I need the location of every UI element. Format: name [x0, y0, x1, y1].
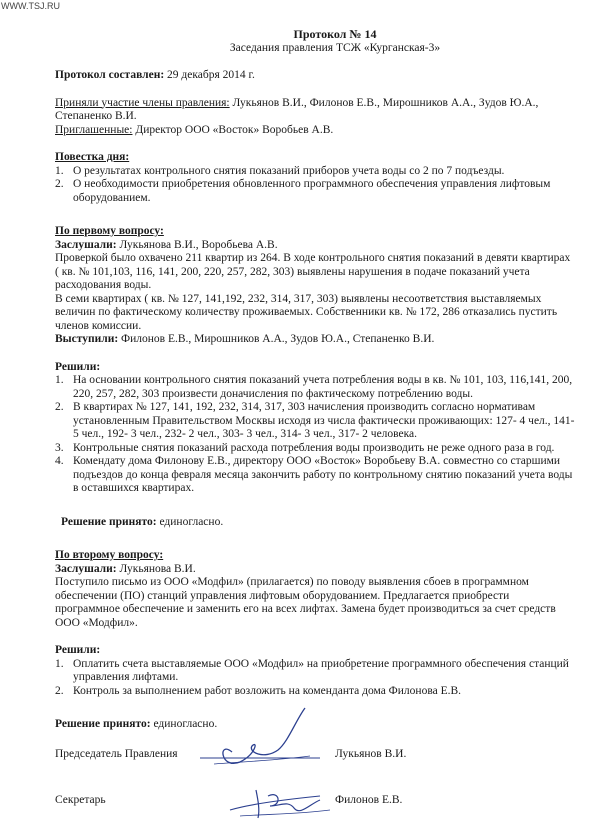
- q1-spoke-label: Выступили:: [55, 333, 119, 345]
- agenda-heading: Повестка дня:: [55, 151, 130, 163]
- document-title: Протокол № 14: [293, 27, 377, 41]
- chair-role: Председатель Правления: [55, 748, 178, 760]
- decision-item: 1. Оплатить счета выставляемые ООО «Модфил» на приобретение программного обеспечения станций управления лифтами.: [55, 657, 569, 683]
- secretary-name: Филонов Е.В.: [335, 794, 403, 806]
- q2-heard-label: Заслушали:: [55, 562, 117, 575]
- q1-result-value: единогласно.: [156, 515, 224, 528]
- decision-item: 2. В квартирах № 127, 141, 192, 232, 314, 317, 303 начисления производить согласно нормативам установленным Правительством Москвы исходя из числа фактически проживающих: 127- 4 чел., 141- 5 чел., 192- 3 чел., 232- 2 чел., 303- 3 чел., 314- 3 чел., 317- 2 человека.: [55, 401, 575, 440]
- q2-heading: По второму вопросу:: [55, 549, 164, 561]
- decision-item: 3. Контрольные снятия показаний расхода потребления воды производить не реже одного раза в год.: [55, 441, 555, 454]
- participants-value: Лукьянов В.И., Филонов Е.В., Мирошников А.А., Зудов Ю.А.,: [229, 96, 539, 109]
- q2-result-value: единогласно.: [150, 718, 218, 730]
- q2-paragraph-1: Поступило письмо из ООО «Модфил» (прилагается) по поводу выявления сбоев в программном обеспечении (ПО) станций управления лифтовым оборудованием. Предлагается приобрести программное обеспечение и заменить его на всех лифтах. Замена будет производиться за счет средств ООО «Модфил».: [55, 576, 556, 629]
- q1-spoke-line: [55, 333, 575, 347]
- q1-decided-heading: Решили:: [55, 360, 101, 373]
- participants-line-2: Степаненко В.И.: [55, 110, 137, 122]
- q1-result-line: [55, 516, 575, 530]
- q2-decided-heading: Решили:: [55, 644, 101, 656]
- q2-decisions-list: [55, 658, 575, 699]
- document-subtitle: Заседания правления ТСЖ «Курганская-3»: [229, 41, 441, 54]
- chair-signature-scribble: [160, 700, 330, 780]
- q1-result-label: Решение принято:: [61, 515, 157, 528]
- q2-heard-line: [55, 563, 575, 577]
- participants-line: [55, 97, 575, 111]
- q2-result-label: Решение принято:: [55, 718, 151, 730]
- q1-decisions-list: [55, 374, 575, 496]
- watermark: WWW.TSJ.RU: [1, 1, 60, 11]
- q1-spoke-value: Филонов Е.В., Мирошников А.А., Зудов Ю.А., Степаненко В.И.: [118, 333, 435, 345]
- q2-heard-value: Лукьянова В.И.: [116, 562, 196, 575]
- agenda-list: [55, 165, 575, 206]
- agenda-item: 1. О результатах контрольного снятия показаний приборов учета воды со 2 по 7 подъезды.: [55, 164, 505, 177]
- q1-heading: По первому вопросу:: [55, 225, 164, 237]
- q1-heard-line: [55, 239, 575, 253]
- secretary-signature-scribble: [210, 770, 350, 826]
- chair-name: Лукьянов В.И.: [335, 748, 407, 760]
- decision-item: 2. Контроль за выполнением работ возложить на коменданта дома Филонова Е.В.: [55, 684, 462, 697]
- decision-item: 1. На основании контрольного снятия показаний учета потребления воды в кв. № 101, 103, 116,141, 200, 220, 257, 282, 303 произвести доначисления по фактическому потреблению воды.: [55, 374, 573, 400]
- composed-label: Протокол составлен:: [55, 69, 165, 81]
- agenda-item: 2. О необходимости приобретения обновленного программного обеспечения управления лифтовым оборудованием.: [55, 178, 551, 204]
- participants-label: Приняли участие члены правления:: [55, 96, 230, 109]
- secretary-role: Секретарь: [55, 794, 106, 806]
- q1-paragraph-2: В семи квартирах ( кв. № 127, 141,192, 232, 314, 317, 303) выявлены несоответствия выставляемых величин по фактическому количеству проживаемых. Собственники кв. № 172, 286 отказались пустить членов комиссии.: [55, 292, 558, 332]
- q1-heard-value: Лукьянова В.И., Воробьева А.В.: [116, 238, 278, 251]
- q1-paragraph-1: Проверкой было охвачено 211 квартир из 264. В ходе контрольного снятия показаний в девяти квартирах ( кв. № 101,103, 116, 141, 200, 220, 257, 282, 303) выявлены нарушения в подаче показаний учета расходования воды.: [55, 252, 571, 291]
- composed-line: [55, 69, 575, 83]
- invited-line: [55, 124, 575, 138]
- invited-value: Директор ООО «Восток» Воробьев А.В.: [132, 123, 334, 136]
- q1-heard-label: Заслушали:: [55, 238, 117, 251]
- invited-label: Приглашенные:: [55, 123, 133, 136]
- composed-date: 29 декабря 2014 г.: [164, 69, 255, 81]
- decision-item: 4. Комендату дома Филонову Е.В., директору ООО «Восток» Воробьеву В.А. совместно со старшими подъездов до конца февраля месяца закончить работу по контрольному снятию показаний учета воды в оставшихся квартирах.: [55, 455, 573, 494]
- protocol-document: [55, 28, 575, 732]
